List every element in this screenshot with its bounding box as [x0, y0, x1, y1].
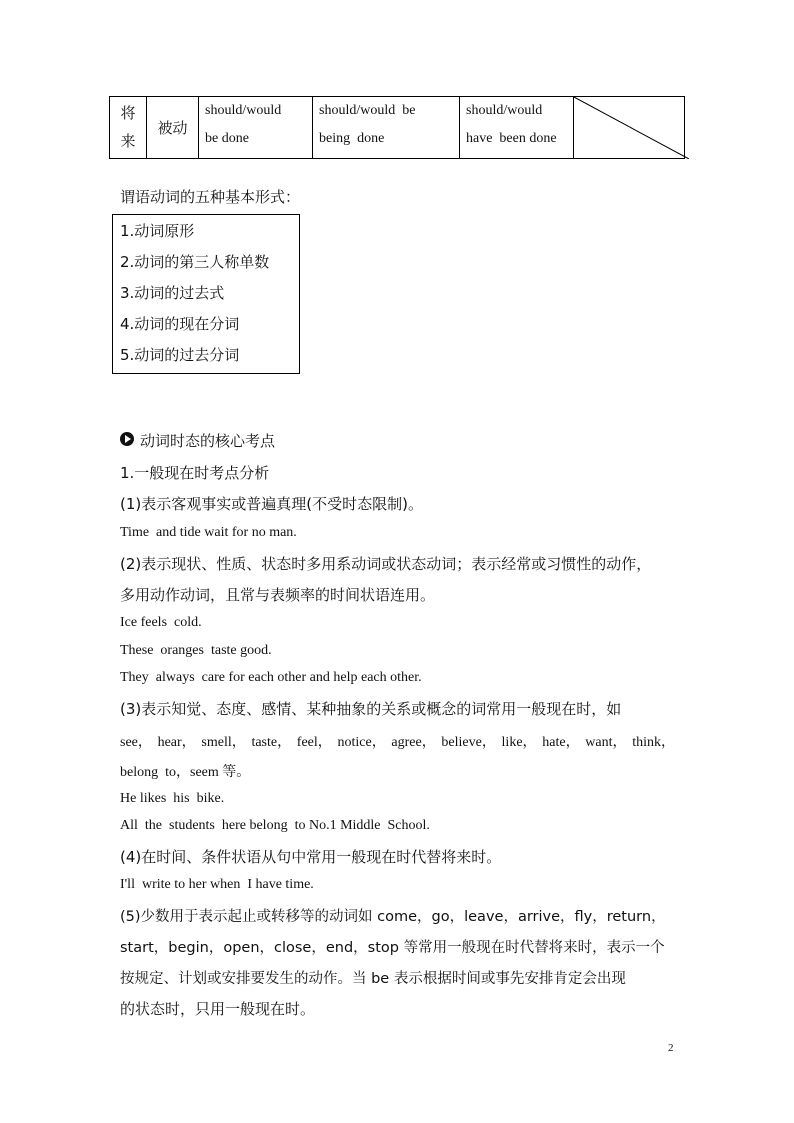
cell-line: have been done: [466, 131, 557, 146]
cell-future-perfect-passive: [460, 97, 574, 159]
page-number: 2: [668, 1042, 674, 1054]
verb-word: see，: [120, 735, 152, 750]
forms-heading: 谓语动词的五种基本形式：: [120, 188, 301, 206]
cell-line: should/would: [466, 103, 543, 118]
cell-future-simple-passive: [199, 97, 313, 159]
cell-future: [110, 97, 147, 159]
text-line: (4)在时间、条件状语从句中常用一般现在时代替将来时。: [120, 848, 502, 866]
verb-list-line: [120, 731, 675, 751]
verb-word: smell，: [201, 735, 246, 750]
text-line: He likes his bike.: [120, 791, 225, 806]
cell-empty-diagonal: [574, 97, 685, 159]
text-line: All the students here belong to No.1 Middle School.: [120, 818, 430, 833]
text-line: Time and tide wait for no man.: [120, 525, 297, 540]
text-line: 多用动作动词，且常与表频率的时间状语连用。: [120, 586, 436, 604]
verb-word: hate，: [542, 735, 580, 750]
text-line: start，begin，open，close，end，stop 等常用一般现在时代替将来时，表示一个: [120, 940, 665, 956]
text-line: Ice feels cold.: [120, 615, 202, 630]
text-line: belong to，seem 等。: [120, 765, 251, 780]
text-line: (3)表示知觉、态度、感情、某种抽象的关系或概念的词常用一般现在时，如: [120, 700, 622, 718]
play-circle-icon: [120, 432, 134, 446]
forms-item: 2.动词的第三人称单数: [120, 253, 270, 271]
diagonal-line-icon: [574, 97, 689, 159]
text-line: (2)表示现状、性质、状态时多用系动词或状态动词；表示经常或习惯性的动作，: [120, 555, 652, 573]
cell-line: be done: [205, 131, 249, 146]
tense-table: [109, 96, 685, 159]
text-line: 的状态时，只用一般现在时。: [120, 1000, 316, 1018]
forms-item: 4.动词的现在分词: [120, 315, 240, 333]
forms-box: [112, 214, 300, 374]
forms-item: 5.动词的过去分词: [120, 346, 240, 364]
text-line: 1.一般现在时考点分析: [120, 464, 270, 482]
table-row: [110, 97, 685, 159]
verb-word: like，: [501, 735, 537, 750]
verb-word: notice，: [337, 735, 386, 750]
forms-item: 3.动词的过去式: [120, 284, 225, 302]
verb-word: feel，: [296, 735, 332, 750]
cell-passive: 被动: [147, 97, 199, 159]
section-title: 动词时态的核心考点: [140, 432, 276, 450]
verb-word: taste，: [251, 735, 292, 750]
cell-line: should/would: [205, 103, 282, 118]
text-line: (1)表示客观事实或普遍真理(不受时态限制)。: [120, 495, 423, 513]
verb-word: want，: [585, 735, 627, 750]
cell-line: should/would be: [319, 103, 416, 118]
text-line: 按规定、计划或安排要发生的动作。当 be 表示根据时间或事先安排肯定会出现: [120, 971, 626, 987]
verb-word: believe，: [441, 735, 496, 750]
text-line: These oranges taste good.: [120, 643, 272, 658]
cell-future-top: 将: [120, 104, 136, 122]
text-line: (5)少数用于表示起止或转移等的动词如 come，go，leave，arrive，fly，return，: [120, 909, 666, 925]
verb-word: think，: [632, 735, 675, 750]
verb-word: agree，: [391, 735, 436, 750]
cell-line: being done: [319, 131, 385, 146]
cell-future-bottom: 来: [120, 132, 136, 150]
text-line: I'll write to her when I have time.: [120, 877, 314, 892]
cell-future-progressive-passive: [313, 97, 460, 159]
forms-item: 1.动词原形: [120, 222, 195, 240]
verb-word: hear，: [157, 735, 196, 750]
text-line: They always care for each other and help each other.: [120, 670, 422, 685]
